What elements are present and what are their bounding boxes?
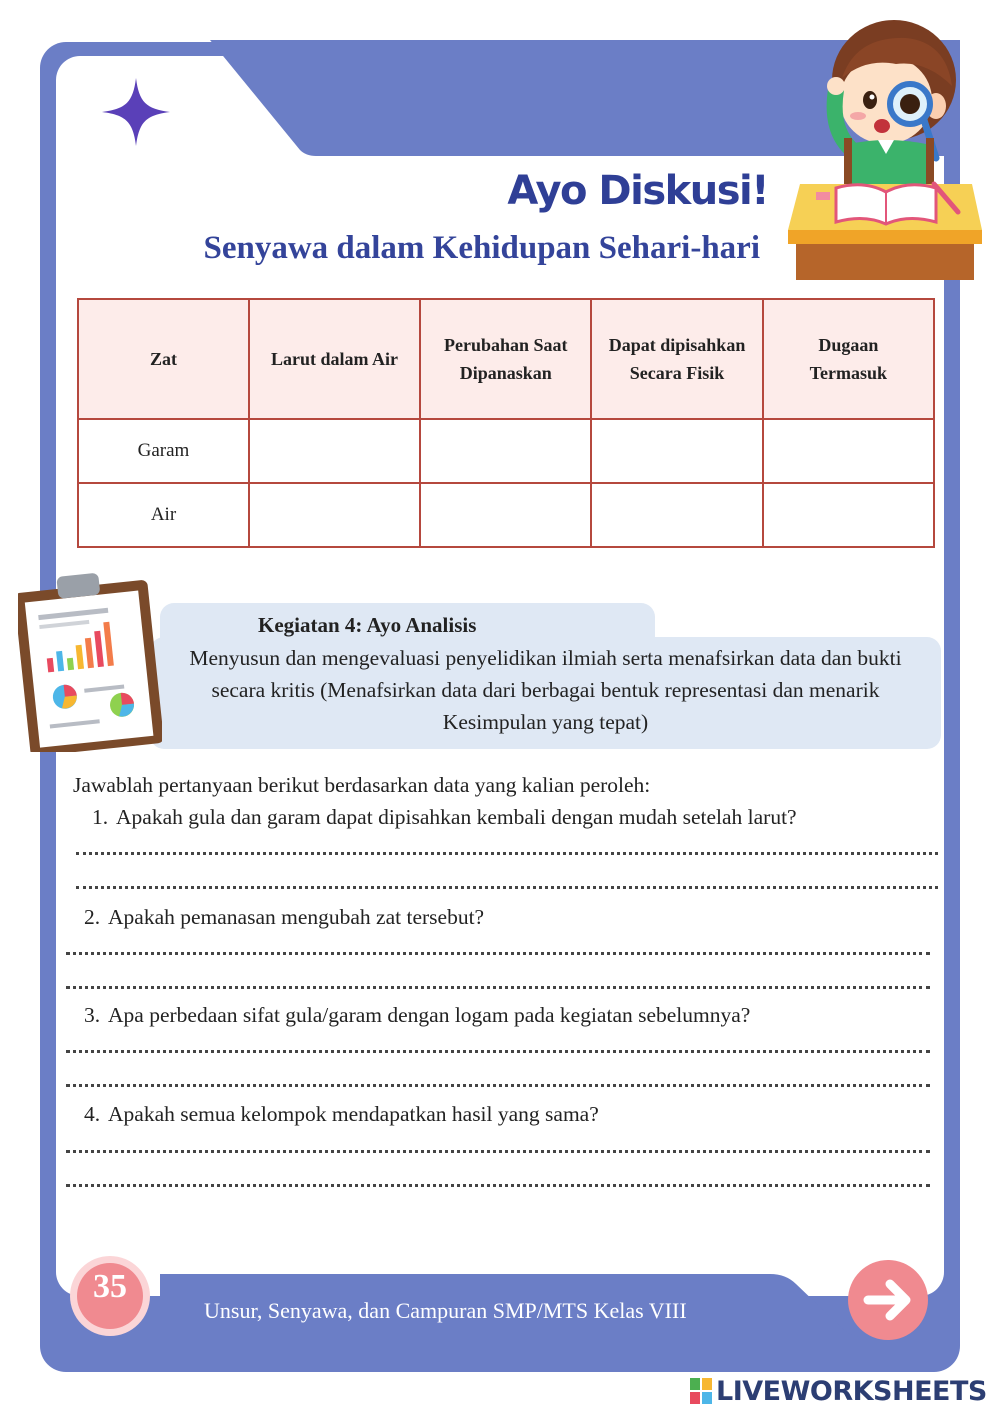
question-text: Apakah semua kelompok mendapatkan hasil yang sama? [108,1102,599,1126]
answer-line[interactable] [66,1050,930,1053]
answer-cell[interactable] [591,483,762,547]
answer-cell[interactable] [249,483,420,547]
question-4 [84,1102,599,1127]
activity-description: Menyusun dan mengevaluasi penyelidikan ilmiah serta menafsirkan data dan bukti secara kritis (Menafsirkan data dari berbagai bentuk representasi dan menarik Kesimpulan yang tepat) [189,646,902,734]
answer-cell[interactable] [763,419,934,483]
header-zat: Zat [78,299,249,419]
table-header-row [78,299,934,419]
answer-cell[interactable] [591,419,762,483]
brand-logo [690,1374,987,1408]
answer-line[interactable] [66,952,930,955]
header-dapat-dipisahkan: Dapat dipisahkan Secara Fisik [591,299,762,419]
question-number: 4. [84,1102,101,1126]
question-1 [92,805,797,830]
book-title: Unsur, Senyawa, dan Campuran SMP/MTS Kelas VIII [204,1298,687,1323]
observation-table [77,298,935,548]
question-text: Apa perbedaan sifat gula/garam dengan logam pada kegiatan sebelumnya? [108,1003,751,1027]
cell-zat: Garam [78,419,249,483]
answer-line[interactable] [66,1084,930,1087]
header-larut-dalam-air: Larut dalam Air [249,299,420,419]
answer-line[interactable] [66,1150,930,1153]
sparkle-icon [100,76,172,148]
answer-cell[interactable] [249,419,420,483]
question-text: Apakah pemanasan mengubah zat tersebut? [108,905,485,929]
answer-line[interactable] [66,1184,930,1187]
page-subtitle: Senyawa dalam Kehidupan Sehari-hari [203,230,760,266]
next-page-button[interactable] [846,1258,930,1342]
answer-cell[interactable] [420,419,591,483]
question-number: 3. [84,1003,101,1027]
question-text: Apakah gula dan garam dapat dipisahkan kembali dengan mudah setelah larut? [116,805,797,829]
brand-name: LIVEWORKSHEETS [716,1375,987,1407]
answer-cell[interactable] [420,483,591,547]
page-title: Ayo Diskusi! [507,168,768,214]
activity-title: Kegiatan 4: Ayo Analisis [258,613,477,637]
question-number: 2. [84,905,101,929]
question-2 [84,905,484,930]
table-row [78,419,934,483]
question-3 [84,1003,750,1028]
liveworksheets-icon [690,1378,712,1404]
student-magnifier-illustration [786,8,986,294]
table-row [78,483,934,547]
page-number: 35 [93,1268,127,1305]
answer-line[interactable] [76,852,938,855]
instruction-text: Jawablah pertanyaan berikut berdasarkan data yang kalian peroleh: [73,773,651,797]
answer-cell[interactable] [763,483,934,547]
cell-zat: Air [78,483,249,547]
question-number: 1. [92,805,109,829]
header-perubahan-saat-dipanaskan: Perubahan Saat Dipanaskan [420,299,591,419]
answer-line[interactable] [66,986,930,989]
answer-line[interactable] [76,886,938,889]
header-dugaan-termasuk: Dugaan Termasuk [763,299,934,419]
clipboard-chart-icon [18,570,162,752]
